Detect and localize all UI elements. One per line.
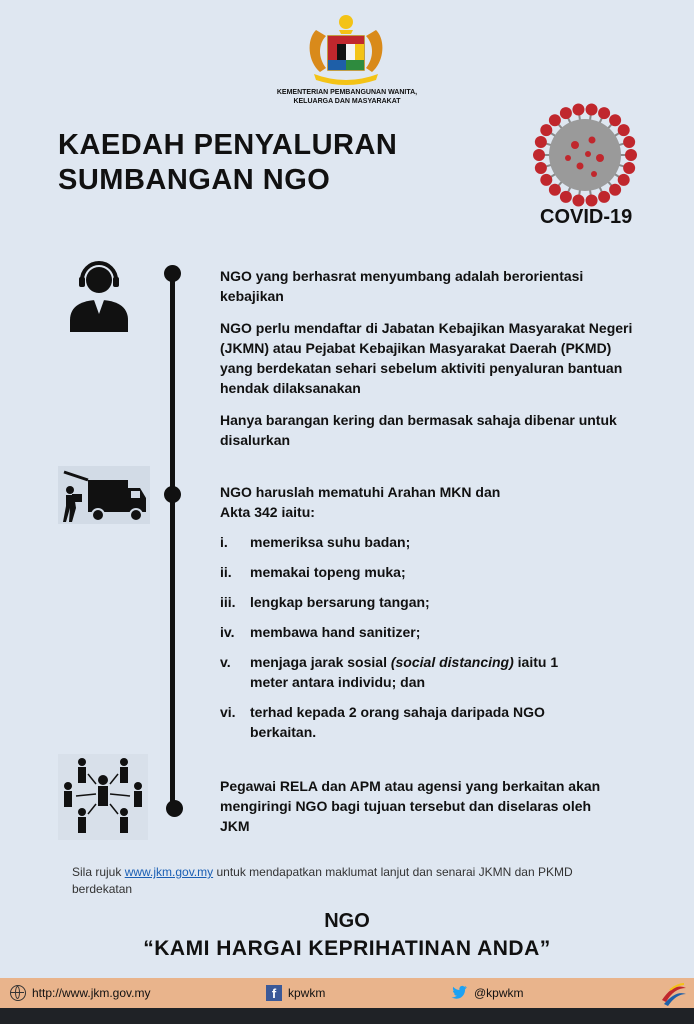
- section1-para-1: NGO yang berhasrat menyumbang adalah berorientasi kebajikan: [220, 268, 584, 304]
- jkm-website-link[interactable]: www.jkm.gov.my: [124, 865, 214, 879]
- virus-spike-head: [618, 174, 630, 186]
- ministry-line-1: KEMENTERIAN PEMBANGUNAN WANITA,: [276, 89, 418, 96]
- list-item-text: membawa hand sanitizer;: [250, 624, 421, 640]
- list-item-number: iv.: [220, 624, 235, 640]
- section3-text: Pegawai RELA dan APM atau agensi yang berkaitan akan mengiringi NGO bagi tujuan tersebut dan diselaras oleh JKM: [220, 778, 601, 834]
- virus-spike-head: [535, 162, 547, 174]
- section2-intro-line-1: NGO haruslah mematuhi Arahan MKN dan: [220, 484, 501, 500]
- virus-spike-head: [586, 103, 598, 115]
- footer-twitter-text: @kpwkm: [474, 985, 524, 1000]
- list-item-number: ii.: [220, 564, 232, 580]
- covid-label: COVID-19: [540, 206, 633, 228]
- virus-spike-head: [623, 136, 635, 148]
- virus-spike-head: [535, 136, 547, 148]
- virus-spike-head: [625, 149, 637, 161]
- list-item-text: terhad kepada 2 orang sahaja daripada NGO berkaitan.: [250, 704, 545, 740]
- virus-spike-head: [549, 114, 561, 126]
- footer-facebook[interactable]: [266, 985, 325, 1001]
- timeline-dot-1: [164, 265, 181, 282]
- footer-website[interactable]: [10, 985, 150, 1001]
- support-agent-icon: [66, 258, 132, 334]
- section-compliance: [220, 482, 640, 752]
- list-item-text: memeriksa suhu badan;: [250, 534, 411, 550]
- list-item: [220, 652, 590, 692]
- people-network-icon: [58, 754, 148, 840]
- title-line-1: KAEDAH PENYALURAN: [58, 129, 398, 161]
- ministry-name: [262, 88, 432, 106]
- timeline-dot-3: [166, 800, 183, 817]
- virus-spike-head: [609, 184, 621, 196]
- virus-spike-head: [598, 191, 610, 203]
- section1-para-3: Hanya barangan kering dan bermasak sahaja dibenar untuk disalurkan: [220, 412, 617, 448]
- page-title: [58, 128, 397, 198]
- timeline-dot-2: [164, 486, 181, 503]
- section2-intro-line-2: Akta 342 iaitu:: [220, 504, 315, 520]
- virus-spike-head: [560, 191, 572, 203]
- virus-spike-head: [549, 184, 561, 196]
- reference-prefix: Sila rujuk: [72, 865, 125, 879]
- globe-icon: [10, 985, 26, 1001]
- list-item-text-end: iaitu 1 meter antara individu; dan: [250, 654, 559, 690]
- kpwkm-logo-icon: [660, 980, 688, 1006]
- virus-spike-head: [598, 107, 610, 119]
- virus-spike-head: [609, 114, 621, 126]
- virus-spike-head: [623, 162, 635, 174]
- facebook-icon: f: [266, 985, 282, 1001]
- virus-spike-head: [586, 195, 598, 207]
- list-item-number: vi.: [220, 704, 236, 720]
- section1-para-2: NGO perlu mendaftar di Jabatan Kebajikan Masyarakat Negeri (JKMN) atau Pejabat Kebajikan Masyarakat Daerah (PKMD) yang berdekatan sehari sebelum aktiviti penyaluran bantuan hendak dilaksanakan: [220, 320, 633, 396]
- list-item: [220, 702, 590, 742]
- section-registration: [220, 266, 640, 462]
- list-item-text: lengkap bersarung tangan;: [250, 594, 430, 610]
- virus-spike-head: [572, 103, 584, 115]
- list-item: [220, 622, 640, 642]
- reference-suffix: untuk mendapatkan maklumat lanjut dan senarai JKMN dan PKMD berdekatan: [72, 865, 573, 896]
- twitter-icon: [450, 985, 468, 1000]
- list-item-text: memakai topeng muka;: [250, 564, 406, 580]
- slogan-line-1: NGO: [324, 910, 370, 932]
- malaysia-coat-of-arms-icon: [296, 12, 396, 88]
- ministry-line-2: KELUARGA DAN MASYARAKAT: [293, 98, 401, 105]
- title-line-2: SUMBANGAN NGO: [58, 164, 331, 196]
- section-escort: [220, 776, 610, 848]
- list-item-number: v.: [220, 654, 231, 670]
- list-item-text-italic: (social distancing): [390, 654, 514, 670]
- footer-facebook-text: kpwkm: [288, 986, 326, 1000]
- compliance-list: [220, 532, 640, 742]
- footer-website-text: http://www.jkm.gov.my: [32, 986, 151, 1000]
- virus-spike-head: [540, 124, 552, 136]
- list-item: [220, 592, 640, 612]
- virus-spike-head: [618, 124, 630, 136]
- virus-spike-head: [533, 149, 545, 161]
- timeline-line: [170, 272, 175, 812]
- list-item-number: i.: [220, 534, 228, 550]
- list-item-text: menjaga jarak sosial: [250, 654, 391, 670]
- coronavirus-icon: [530, 100, 640, 210]
- delivery-truck-icon: [58, 466, 150, 524]
- footer-bottom-bar: [0, 1008, 694, 1024]
- footer-twitter[interactable]: [450, 985, 524, 1000]
- virus-spike-head: [540, 174, 552, 186]
- reference-note: [72, 864, 632, 898]
- list-item-number: iii.: [220, 594, 236, 610]
- virus-spike-head: [572, 195, 584, 207]
- list-item: [220, 562, 640, 582]
- virus-spike-head: [560, 107, 572, 119]
- list-item: [220, 532, 640, 552]
- slogan-line-2: “KAMI HARGAI KEPRIHATINAN ANDA”: [143, 937, 551, 960]
